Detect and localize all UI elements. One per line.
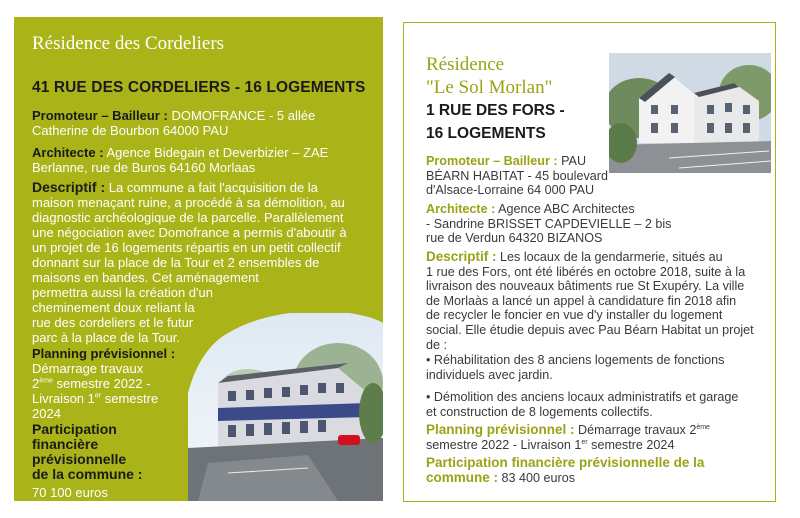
sol-morlan-building-image xyxy=(609,53,771,173)
list-item: • Réhabilitation des 8 anciens logements de fonctions individuels avec jardin. xyxy=(426,353,725,382)
descriptif-label: Descriptif : xyxy=(32,179,106,195)
participation-block: Participation financière prévisionnelle de la commune : 83 400 euros xyxy=(426,455,705,485)
residence-cordeliers-panel xyxy=(14,17,383,501)
descriptif-label: Descriptif : xyxy=(426,249,497,264)
architecte-label: Architecte : xyxy=(426,202,496,216)
descriptif-block: Descriptif : La commune a fait l'acquisition de la maison menaçant ruine, a procédé à sa démolition, au diagnostic archéologique de la parcelle. Parallèlement une négociation avec Domofrance a permis d'aboutir à un projet de 16 logements répartis en un petit collectif donnant sur la place de la Tour et 2 ensembles de maisons en bandes. Cet aménagement permettra aussi la création d'un cheminement doux reliant la rue des cordeliers et le futur parc à la place de la Tour. xyxy=(32,179,347,345)
descriptif-block: Descriptif : Les locaux de la gendarmerie, situés au 1 rue des Fors, ont été libérés en octobre 2018, suite à la livraison des nouveaux bâtiments rue St Exupéry. La ville de Morlaàs a lancé un appel à candidature fin 2018 afin de recycler le foncier en vue d'y installer du logement social. Elle étudie depuis avec Pau Béarn Habitat un projet de : xyxy=(426,249,754,352)
planning-label: Planning prévisionnel : xyxy=(426,422,575,437)
planning-label: Planning prévisionnel : xyxy=(32,346,176,361)
cordeliers-building-image xyxy=(188,313,383,501)
architecte-label: Architecte : xyxy=(32,145,104,160)
promoteur-label: Promoteur – Bailleur : xyxy=(32,108,168,123)
participation-value: 83 400 euros xyxy=(501,470,576,485)
panel-address: 41 RUE DES CORDELIERS - 16 LOGEMENTS xyxy=(32,79,366,96)
list-item: • Démolition des anciens locaux administratifs et garage et construction de 8 logements collectifs. xyxy=(426,390,739,419)
participation-block: Participation financière prévisionnelle de la commune : 70 100 euros xyxy=(32,422,202,500)
residence-sol-morlan-panel xyxy=(403,22,776,502)
promoteur-label: Promoteur – Bailleur : xyxy=(426,154,558,168)
architecte-block: Architecte : Agence ABC Architectes - Sandrine BRISSET CAPDEVIELLE – 2 bis rue de Verdun 64320 BIZANOS xyxy=(426,202,672,246)
panel-title: Résidence "Le Sol Morlan" xyxy=(426,54,553,98)
participation-value: 70 100 euros xyxy=(32,485,108,500)
panel-address: 1 RUE DES FORS - 16 LOGEMENTS xyxy=(426,102,565,142)
planning-block: Planning prévisionnel : Démarrage travaux 2ème semestre 2022 - Livraison 1er semestre 2024 xyxy=(32,346,202,421)
planning-block: Planning prévisionnel : Démarrage travaux 2ème semestre 2022 - Livraison 1er semestre 2024 xyxy=(426,422,710,452)
promoteur-block: Promoteur – Bailleur : DOMOFRANCE - 5 allée Catherine de Bourbon 64000 PAU xyxy=(32,108,316,138)
panel-title: Résidence des Cordeliers xyxy=(32,33,225,54)
architecte-block: Architecte : Agence Bidegain et Deverbizier – ZAE Berlanne, rue de Buros 64160 Morlaas xyxy=(32,145,329,175)
bullet-list xyxy=(426,353,771,419)
promoteur-block: Promoteur – Bailleur : PAU BÉARN HABITAT - 45 boulevard d'Alsace-Lorraine 64 000 PAU xyxy=(426,154,608,198)
